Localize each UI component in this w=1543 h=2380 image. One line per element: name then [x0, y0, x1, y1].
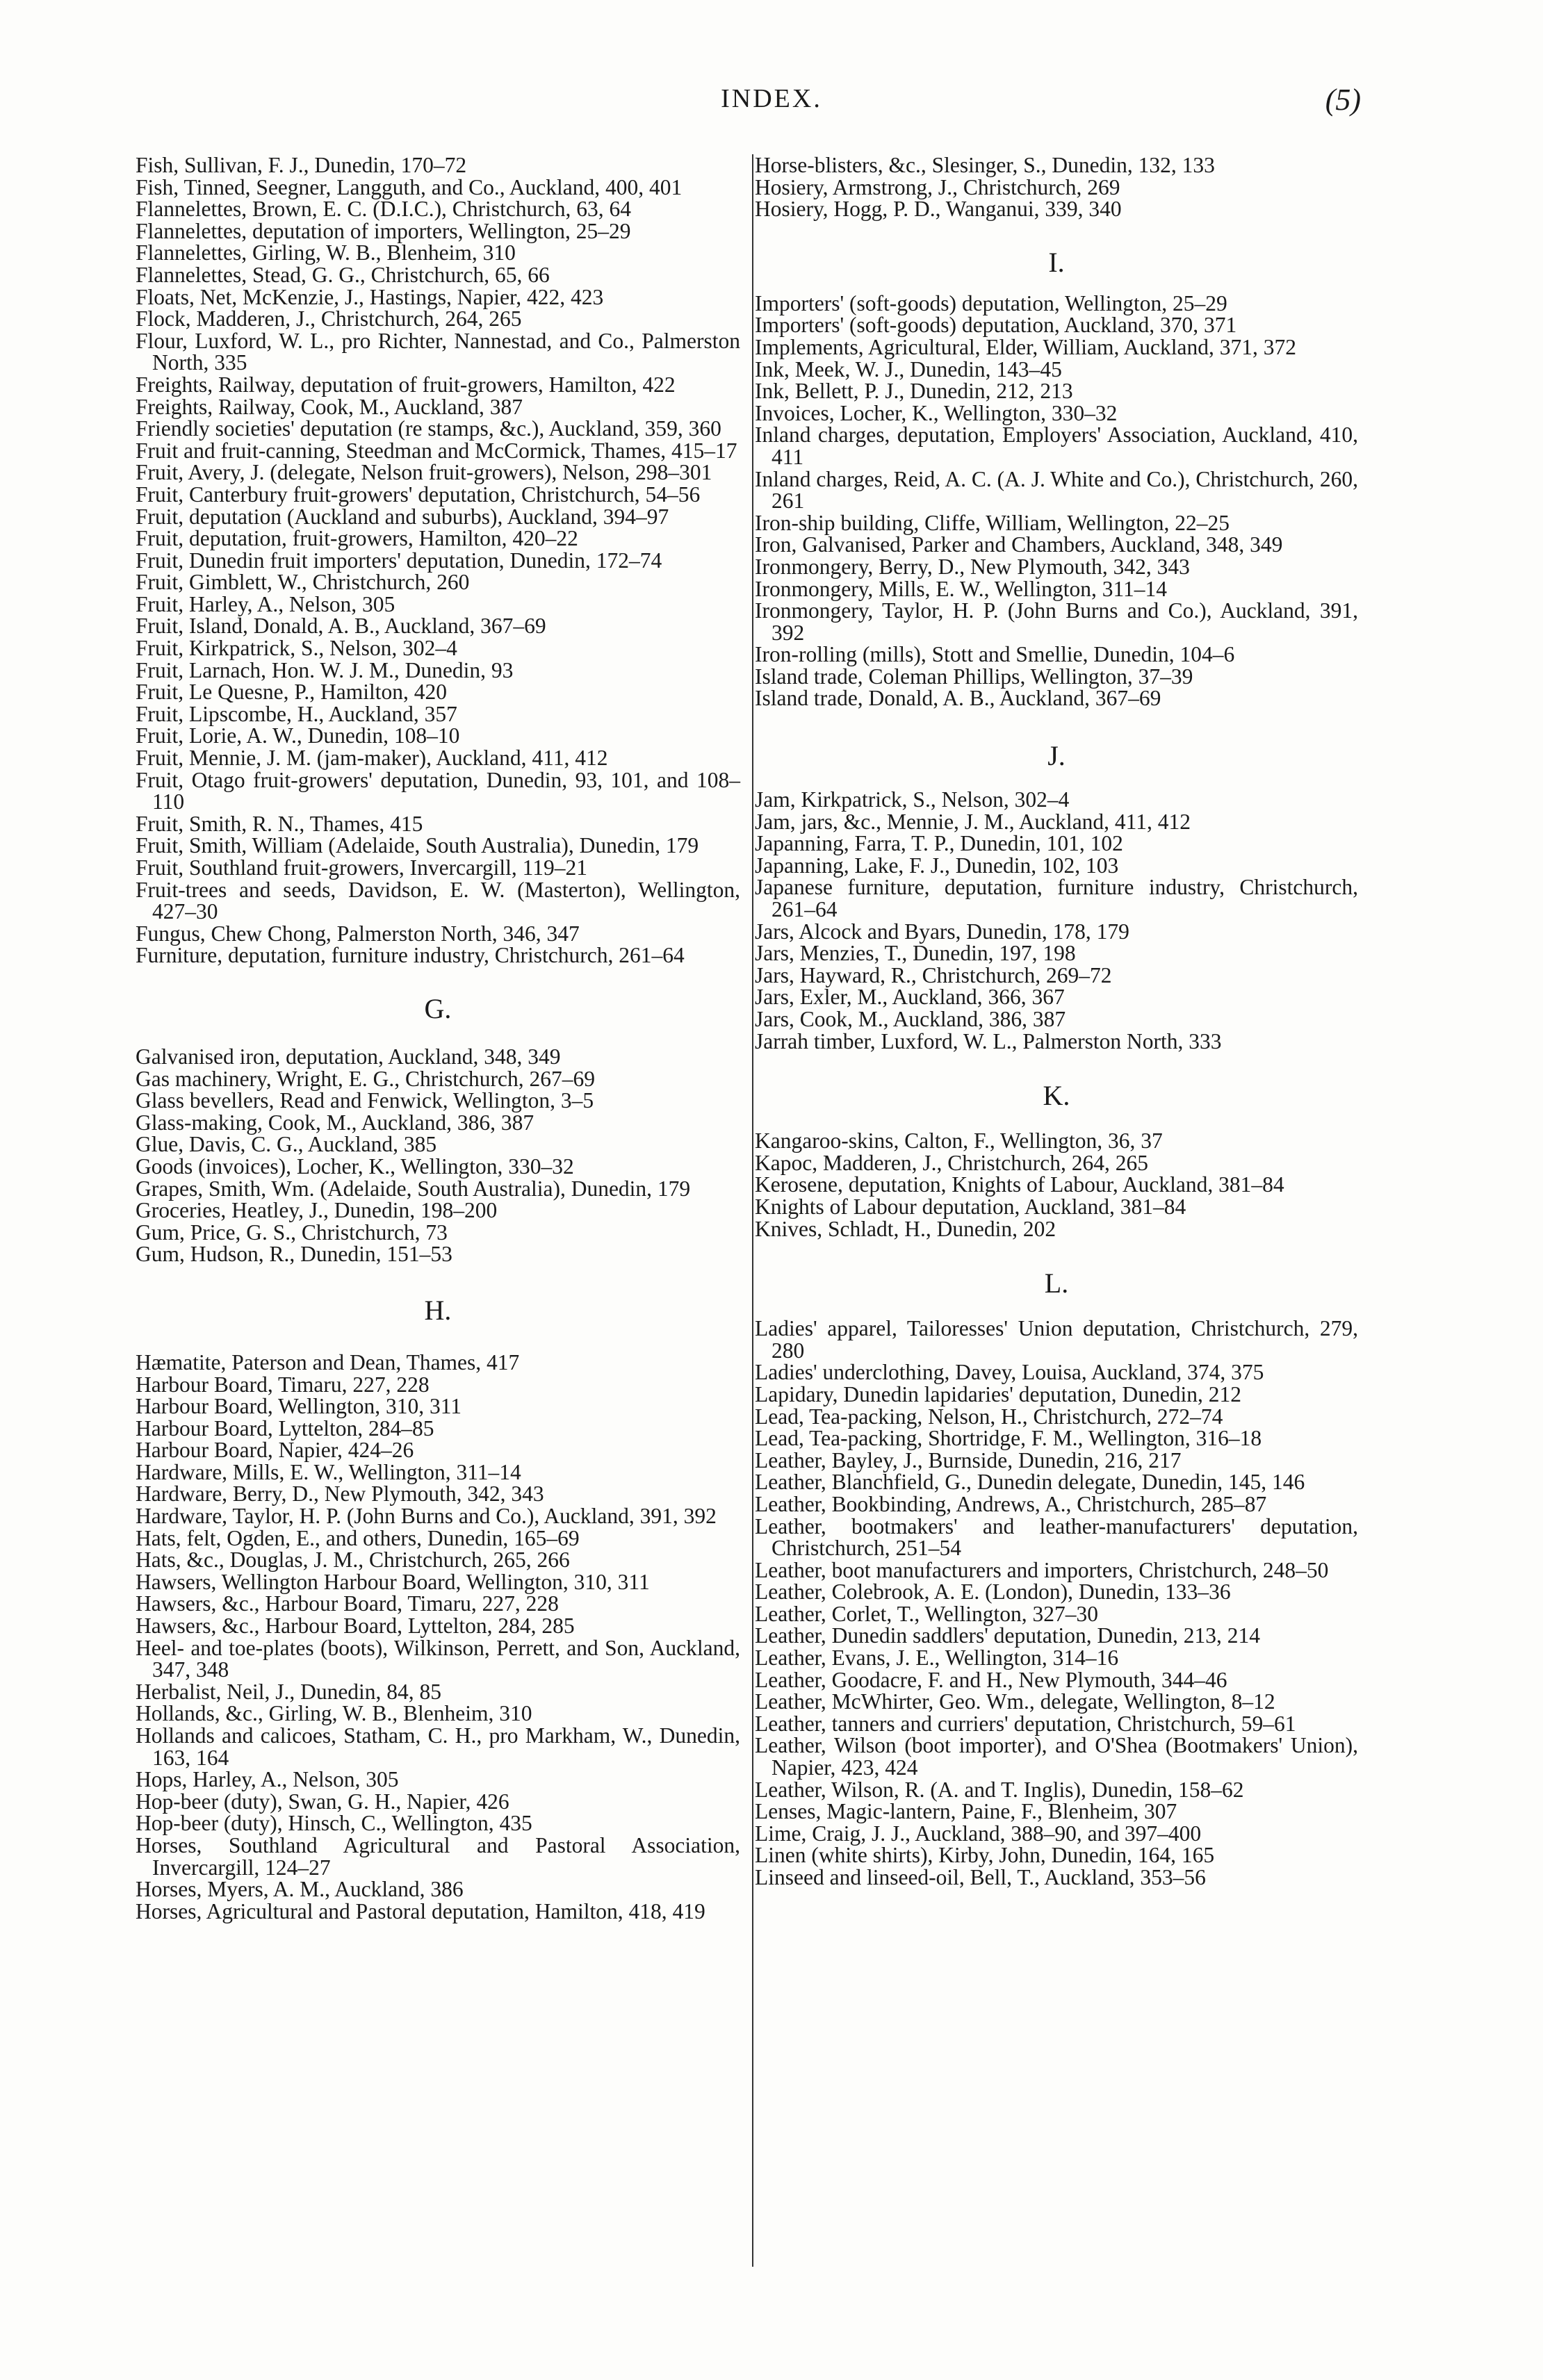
index-entry: Herbalist, Neil, J., Dunedin, 84, 85: [136, 1679, 442, 1704]
index-entry: Inland charges, deputation, Employers' Association, Auckland, 410, 411: [755, 422, 1358, 469]
index-entry: Hop-beer (duty), Swan, G. H., Napier, 426: [136, 1789, 509, 1814]
index-entry: Knights of Labour deputation, Auckland, 381–84: [755, 1194, 1186, 1219]
index-entry: Horse-blisters, &c., Slesinger, S., Dunedin, 132, 133: [755, 153, 1215, 177]
index-entry: Island trade, Coleman Phillips, Wellington, 37–39: [755, 664, 1193, 689]
index-entry: Fruit, Smith, William (Adelaide, South Australia), Dunedin, 179: [136, 833, 699, 858]
index-entry: Leather, Wilson (boot importer), and O'Shea (Bootmakers' Union), Napier, 423, 424: [755, 1733, 1358, 1780]
index-entry: Ink, Meek, W. J., Dunedin, 143–45: [755, 356, 1062, 381]
index-entry: Lapidary, Dunedin lapidaries' deputation, Dunedin, 212: [755, 1381, 1241, 1406]
section-heading-j: J.: [1047, 740, 1066, 772]
index-entry: Japanning, Lake, F. J., Dunedin, 102, 103: [755, 853, 1119, 878]
index-entry: Fruit and fruit-canning, Steedman and McCormick, Thames, 415–17: [136, 438, 737, 463]
index-entry: Leather, Wilson, R. (A. and T. Inglis), Dunedin, 158–62: [755, 1777, 1244, 1802]
section-heading-l: L.: [1044, 1267, 1069, 1299]
entry-list: [755, 789, 1358, 1052]
index-entry: Hæmatite, Paterson and Dean, Thames, 417: [136, 1349, 520, 1374]
index-entry: Gas machinery, Wright, E. G., Christchurch, 267–69: [136, 1066, 595, 1091]
index-entry: Fruit, Larnach, Hon. W. J. M., Dunedin, 93: [136, 657, 514, 682]
index-entry: Leather, bootmakers' and leather-manufacturers' deputation, Christchurch, 251–54: [755, 1513, 1358, 1561]
index-entry: Furniture, deputation, furniture industry, Christchurch, 261–64: [136, 943, 685, 968]
index-entry: Horses, Southland Agricultural and Pastoral Association, Invercargill, 124–27: [136, 1832, 740, 1880]
index-entry: Harbour Board, Lyttelton, 284–85: [136, 1415, 434, 1441]
section-heading-i: I.: [1048, 246, 1065, 278]
index-entry: Lead, Tea-packing, Shortridge, F. M., Wellington, 316–18: [755, 1426, 1262, 1451]
index-entry: Fish, Tinned, Seegner, Langguth, and Co., Auckland, 400, 401: [136, 174, 683, 199]
index-entry: Gum, Price, G. S., Christchurch, 73: [136, 1220, 448, 1245]
index-entry: Leather, tanners and curriers' deputation, Christchurch, 59–61: [755, 1711, 1296, 1736]
index-entry: Hollands, &c., Girling, W. B., Blenheim, 310: [136, 1701, 532, 1726]
index-entry: Hardware, Taylor, H. P. (John Burns and Co.), Auckland, 391, 392: [136, 1504, 717, 1529]
index-entry: Jam, jars, &c., Mennie, J. M., Auckland, 411, 412: [755, 809, 1191, 834]
index-entry: Flannelettes, Girling, W. B., Blenheim, 310: [136, 240, 516, 265]
index-entry: Leather, Colebrook, A. E. (London), Dunedin, 133–36: [755, 1579, 1231, 1605]
index-entry: Kapoc, Madderen, J., Christchurch, 264, 265: [755, 1150, 1149, 1175]
section-heading-k: K.: [1043, 1080, 1070, 1112]
index-entry: Grapes, Smith, Wm. (Adelaide, South Australia), Dunedin, 179: [136, 1176, 691, 1201]
entry-list: [755, 1318, 1358, 1888]
index-entry: Groceries, Heatley, J., Dunedin, 198–200: [136, 1198, 498, 1223]
index-entry: Hats, &c., Douglas, J. M., Christchurch, 265, 266: [136, 1548, 570, 1573]
index-entry: Fruit, Otago fruit-growers' deputation, Dunedin, 93, 101, and 108–110: [136, 767, 740, 814]
index-entry: Fruit, Harley, A., Nelson, 305: [136, 591, 395, 616]
index-entry: Kerosene, deputation, Knights of Labour, Auckland, 381–84: [755, 1172, 1284, 1197]
index-entry: Leather, Bookbinding, Andrews, A., Christchurch, 285–87: [755, 1491, 1267, 1516]
index-entry: Leather, Bayley, J., Burnside, Dunedin, 216, 217: [755, 1447, 1182, 1472]
index-entry: Flock, Madderen, J., Christchurch, 264, 265: [136, 306, 522, 331]
index-entry: Hardware, Mills, E. W., Wellington, 311–14: [136, 1459, 521, 1484]
section-heading-g: G.: [424, 992, 452, 1024]
page-header: [0, 82, 1543, 124]
index-entry: Goods (invoices), Locher, K., Wellington, 330–32: [136, 1154, 574, 1179]
index-entry: Hosiery, Armstrong, J., Christchurch, 269: [755, 174, 1120, 199]
index-column-left: [136, 154, 740, 1922]
index-entry: Horses, Agricultural and Pastoral deputation, Hamilton, 418, 419: [136, 1898, 705, 1923]
index-entry: Fruit, Lipscombe, H., Auckland, 357: [136, 701, 457, 726]
index-entry: Importers' (soft-goods) deputation, Auckland, 370, 371: [755, 313, 1237, 338]
index-entry: Fish, Sullivan, F. J., Dunedin, 170–72: [136, 153, 467, 177]
index-entry: Harbour Board, Wellington, 310, 311: [136, 1394, 462, 1419]
index-entry: Kangaroo-skins, Calton, F., Wellington, 36, 37: [755, 1129, 1163, 1154]
index-entry: Fruit, Gimblett, W., Christchurch, 260: [136, 570, 470, 595]
index-entry: Leather, Dunedin saddlers' deputation, Dunedin, 213, 214: [755, 1623, 1260, 1648]
index-entry: Leather, Corlet, T., Wellington, 327–30: [755, 1601, 1098, 1626]
index-entry: Implements, Agricultural, Elder, William, Auckland, 371, 372: [755, 334, 1296, 359]
index-entry: Linen (white shirts), Kirby, John, Dunedin, 164, 165: [755, 1843, 1215, 1868]
index-entry: Floats, Net, McKenzie, J., Hastings, Napier, 422, 423: [136, 284, 604, 309]
index-entry: Ladies' underclothing, Davey, Louisa, Auckland, 374, 375: [755, 1360, 1264, 1385]
index-entry: Lime, Craig, J. J., Auckland, 388–90, and 397–400: [755, 1821, 1202, 1846]
entry-list: [755, 290, 1358, 711]
index-entry: Glass-making, Cook, M., Auckland, 386, 387: [136, 1110, 534, 1135]
index-entry: Flannelettes, deputation of importers, Wellington, 25–29: [136, 218, 631, 243]
index-entry: Iron, Galvanised, Parker and Chambers, Auckland, 348, 349: [755, 532, 1283, 557]
index-entry: Jam, Kirkpatrick, S., Nelson, 302–4: [755, 787, 1070, 812]
index-entry: Flannelettes, Stead, G. G., Christchurch, 65, 66: [136, 262, 550, 287]
entry-list: [136, 1349, 740, 1923]
index-entry: Island trade, Donald, A. B., Auckland, 367–69: [755, 686, 1161, 711]
index-entry: Jarrah timber, Luxford, W. L., Palmerston North, 333: [755, 1028, 1222, 1053]
index-entry: Importers' (soft-goods) deputation, Wellington, 25–29: [755, 290, 1227, 315]
entry-list: [755, 1130, 1358, 1240]
index-entry: Hawsers, &c., Harbour Board, Lyttelton, 284, 285: [136, 1614, 575, 1639]
index-entry: Leather, McWhirter, Geo. Wm., delegate, Wellington, 8–12: [755, 1689, 1275, 1714]
index-entry: Fruit-trees and seeds, Davidson, E. W. (Masterton), Wellington, 427–30: [136, 877, 740, 924]
index-entry: Jars, Hayward, R., Christchurch, 269–72: [755, 962, 1112, 987]
index-entry: Fruit, deputation (Auckland and suburbs), Auckland, 394–97: [136, 504, 669, 529]
index-entry: Freights, Railway, deputation of fruit-growers, Hamilton, 422: [136, 372, 676, 397]
index-entry: Ladies' apparel, Tailoresses' Union deputation, Christchurch, 279, 280: [755, 1316, 1358, 1363]
index-entry: Inland charges, Reid, A. C. (A. J. White and Co.), Christchurch, 260, 261: [755, 466, 1358, 514]
index-entry: Linseed and linseed-oil, Bell, T., Auckland, 353–56: [755, 1865, 1206, 1889]
page-title: INDEX.: [721, 84, 822, 113]
index-entry: Leather, Goodacre, F. and H., New Plymouth, 344–46: [755, 1667, 1227, 1692]
index-entry: Lead, Tea-packing, Nelson, H., Christchurch, 272–74: [755, 1404, 1223, 1429]
index-entry: Flour, Luxford, W. L., pro Richter, Nannestad, and Co., Palmerston North, 335: [136, 328, 740, 375]
index-entry: Jars, Alcock and Byars, Dunedin, 178, 179: [755, 919, 1129, 944]
index-entry: Friendly societies' deputation (re stamps, &c.), Auckland, 359, 360: [136, 416, 721, 441]
entry-list: [136, 154, 740, 967]
index-entry: Fruit, Canterbury fruit-growers' deputation, Christchurch, 54–56: [136, 482, 701, 507]
index-entry: Hollands and calicoes, Statham, C. H., pro Markham, W., Dunedin, 163, 164: [136, 1723, 740, 1770]
index-entry: Fruit, Avery, J. (delegate, Nelson fruit-growers), Nelson, 298–301: [136, 460, 712, 485]
index-entry: Iron-ship building, Cliffe, William, Wellington, 22–25: [755, 510, 1230, 535]
index-entry: Flannelettes, Brown, E. C. (D.I.C.), Christchurch, 63, 64: [136, 197, 632, 222]
index-entry: Heel- and toe-plates (boots), Wilkinson, Perrett, and Son, Auckland, 347, 348: [136, 1635, 740, 1682]
index-entry: Freights, Railway, Cook, M., Auckland, 387: [136, 394, 523, 419]
index-entry: Ironmongery, Mills, E. W., Wellington, 311–14: [755, 576, 1168, 601]
index-entry: Ironmongery, Berry, D., New Plymouth, 342, 343: [755, 554, 1190, 579]
index-entry: Knives, Schladt, H., Dunedin, 202: [755, 1216, 1056, 1241]
index-entry: Horses, Myers, A. M., Auckland, 386: [136, 1877, 464, 1902]
index-entry: Fungus, Chew Chong, Palmerston North, 346, 347: [136, 921, 580, 946]
index-entry: Hats, felt, Ogden, E., and others, Dunedin, 165–69: [136, 1525, 580, 1550]
index-entry: Fruit, Mennie, J. M. (jam-maker), Auckland, 411, 412: [136, 746, 608, 771]
index-entry: Fruit, deputation, fruit-growers, Hamilton, 420–22: [136, 526, 578, 551]
index-entry: Hop-beer (duty), Hinsch, C., Wellington, 435: [136, 1811, 532, 1836]
index-entry: Jars, Menzies, T., Dunedin, 197, 198: [755, 941, 1076, 966]
index-entry: Hawsers, Wellington Harbour Board, Wellington, 310, 311: [136, 1569, 650, 1594]
index-entry: Fruit, Dunedin fruit importers' deputation, Dunedin, 172–74: [136, 548, 662, 573]
index-entry: Japanese furniture, deputation, furniture industry, Christchurch, 261–64: [755, 875, 1358, 922]
index-entry: Leather, boot manufacturers and importers, Christchurch, 248–50: [755, 1557, 1329, 1582]
index-entry: Fruit, Le Quesne, P., Hamilton, 420: [136, 680, 447, 705]
index-entry: Hardware, Berry, D., New Plymouth, 342, 343: [136, 1482, 544, 1507]
index-entry: Hops, Harley, A., Nelson, 305: [136, 1767, 399, 1792]
index-entry: Invoices, Locher, K., Wellington, 330–32: [755, 400, 1118, 425]
index-entry: Iron-rolling (mills), Stott and Smellie, Dunedin, 104–6: [755, 642, 1235, 667]
index-entry: Fruit, Island, Donald, A. B., Auckland, 367–69: [136, 614, 546, 639]
index-entry: Jars, Exler, M., Auckland, 366, 367: [755, 985, 1065, 1010]
page-number: (5): [1325, 83, 1361, 117]
index-entry: Fruit, Lorie, A. W., Dunedin, 108–10: [136, 723, 460, 748]
index-entry: Fruit, Southland fruit-growers, Invercargill, 119–21: [136, 855, 588, 880]
index-entry: Lenses, Magic-lantern, Paine, F., Blenheim, 307: [755, 1799, 1177, 1824]
index-entry: Fruit, Kirkpatrick, S., Nelson, 302–4: [136, 636, 457, 661]
index-entry: Jars, Cook, M., Auckland, 386, 387: [755, 1007, 1066, 1031]
index-entry: Ironmongery, Taylor, H. P. (John Burns and Co.), Auckland, 391, 392: [755, 598, 1358, 645]
index-entry: Ink, Bellett, P. J., Dunedin, 212, 213: [755, 379, 1073, 404]
index-column-right: [752, 154, 1358, 2267]
index-entry: Galvanised iron, deputation, Auckland, 348, 349: [136, 1044, 561, 1069]
section-heading-h: H.: [424, 1294, 452, 1326]
index-entry: Harbour Board, Timaru, 227, 228: [136, 1372, 430, 1397]
entry-list: [755, 154, 1358, 220]
index-entry: Leather, Blanchfield, G., Dunedin delegate, Dunedin, 145, 146: [755, 1470, 1305, 1495]
index-entry: Hosiery, Hogg, P. D., Wanganui, 339, 340: [755, 197, 1122, 222]
index-entry: Fruit, Smith, R. N., Thames, 415: [136, 811, 423, 836]
entry-list: [136, 1046, 740, 1265]
index-entry: Leather, Evans, J. E., Wellington, 314–16: [755, 1646, 1119, 1671]
index-entry: Glue, Davis, C. G., Auckland, 385: [136, 1132, 437, 1157]
index-entry: Hawsers, &c., Harbour Board, Timaru, 227, 228: [136, 1591, 559, 1616]
index-entry: Harbour Board, Napier, 424–26: [136, 1438, 414, 1463]
index-entry: Japanning, Farra, T. P., Dunedin, 101, 102: [755, 831, 1123, 856]
index-entry: Gum, Hudson, R., Dunedin, 151–53: [136, 1242, 452, 1267]
index-entry: Glass bevellers, Read and Fenwick, Wellington, 3–5: [136, 1088, 594, 1113]
